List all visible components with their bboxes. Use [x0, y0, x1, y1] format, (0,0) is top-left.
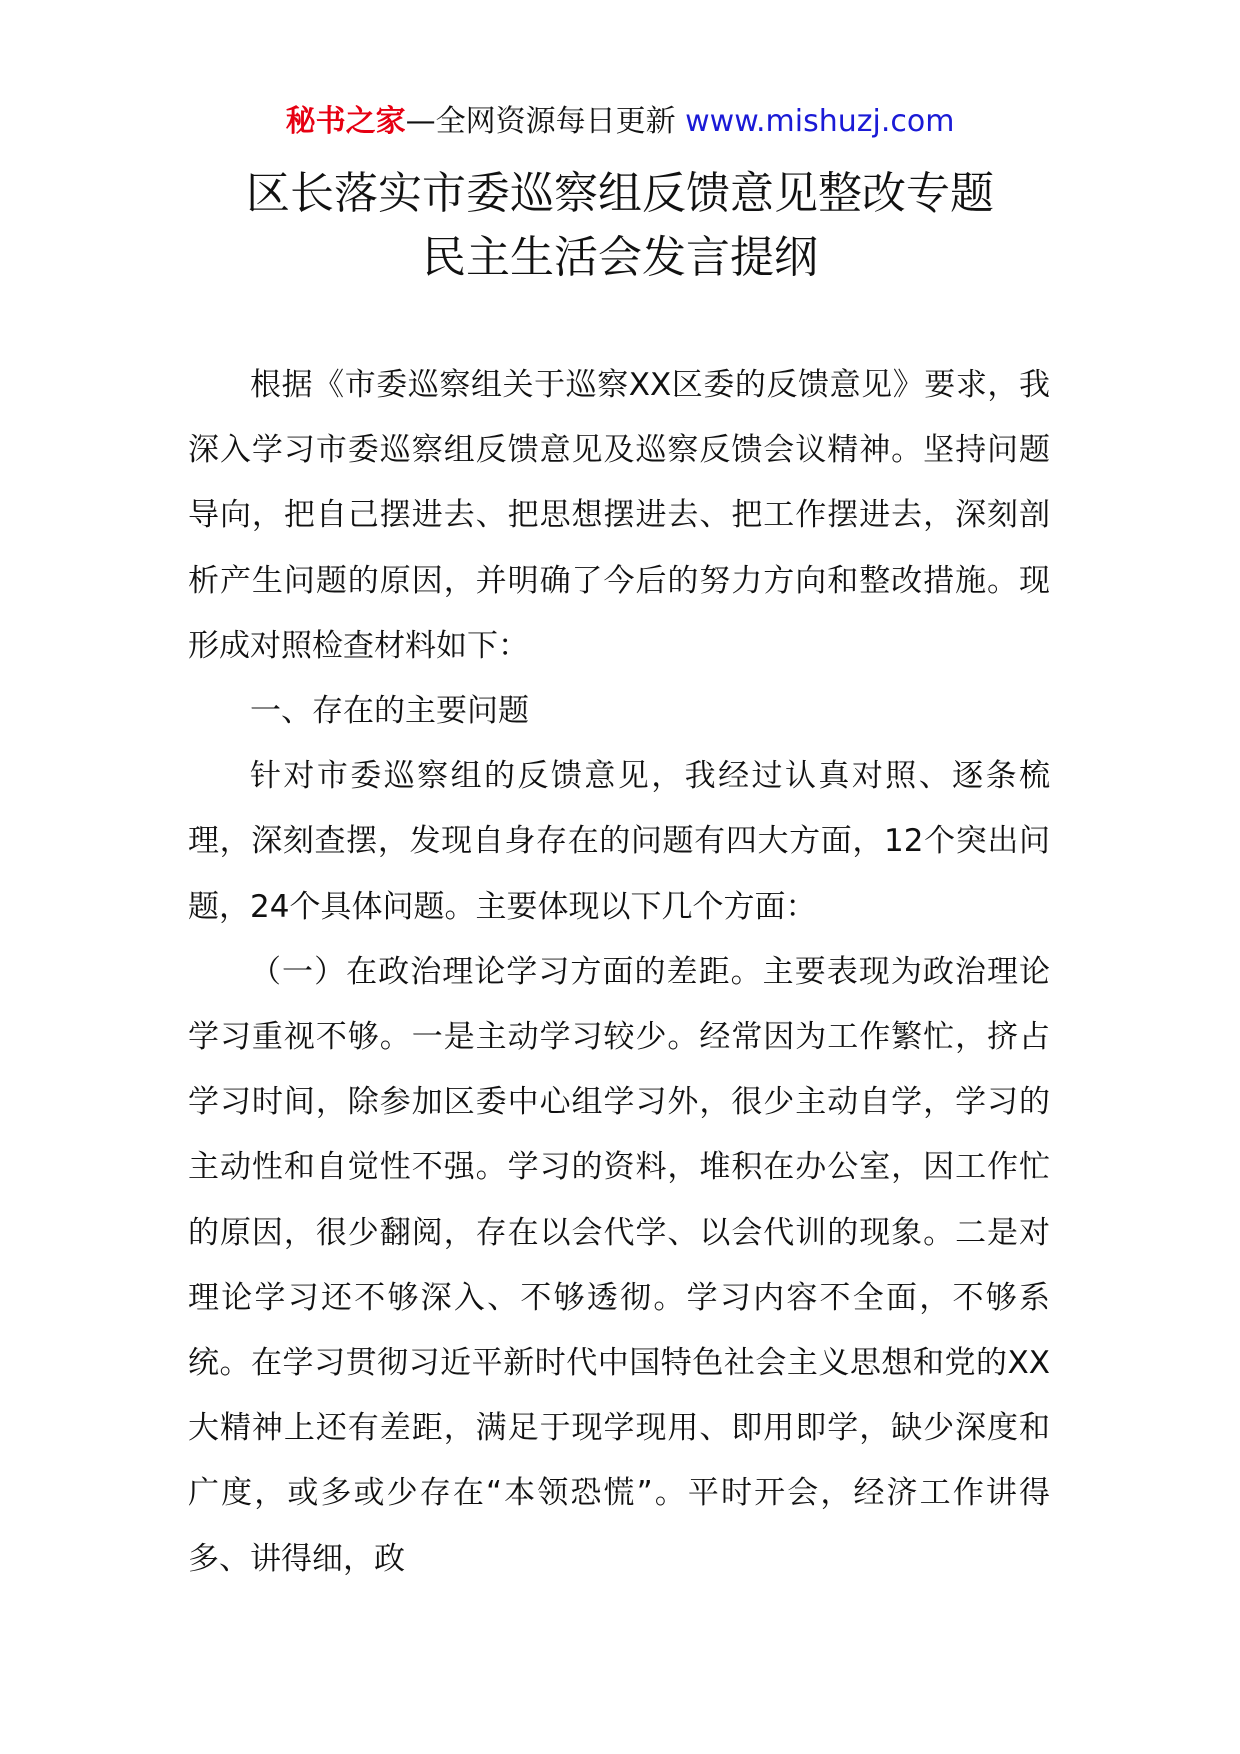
intro-paragraph: 根据《市委巡察组关于巡察XX区委的反馈意见》要求，我深入学习市委巡察组反馈意见及巡察反馈会议精神。坚持问题导向，把自己摆进去、把思想摆进去、把工作摆进去，深刻剖析产生问题的原因，并明确了今后的努力方向和整改措施。现形成对照检查材料如下：: [188, 367, 1050, 664]
brand-name: 秘书之家: [285, 104, 406, 139]
document-body: [188, 353, 1050, 1592]
subsection-paragraph-1: （一）在政治理论学习方面的差距。主要表现为政治理论学习重视不够。一是主动学习较少。经常因为工作繁忙，挤占学习时间，除参加区委中心组学习外，很少主动自学，学习的主动性和自觉性不强。学习的资料，堆积在办公室，因工作忙的原因，很少翻阅，存在以会代学、以会代训的现象。二是对理论学习还不够深入、不够透彻。学习内容不全面，不够系统。在学习贯彻习近平新时代中国特色社会主义思想和党的XX大精神上还有差距，满足于现学现用、即用即学，缺少深度和广度，或多或少存在“本领恐慌”。平时开会，经济工作讲得多、讲得细，政: [188, 953, 1050, 1577]
title-line-2: 民主生活会发言提纲: [422, 232, 818, 283]
header-tagline: —全网资源每日更新: [405, 104, 686, 139]
site-header: [0, 100, 1240, 144]
title-line-1: 区长落实市委巡察组反馈意见整改专题: [246, 168, 994, 219]
site-url-link[interactable]: www.mishuzj.com: [685, 104, 955, 139]
section-heading-1: 一、存在的主要问题: [250, 693, 529, 730]
summary-paragraph: 针对市委巡察组的反馈意见，我经过认真对照、逐条梳理，深刻查摆，发现自身存在的问题有四大方面，12个突出问题，24个具体问题。主要体现以下几个方面：: [188, 758, 1050, 925]
document-title: [150, 162, 1090, 290]
